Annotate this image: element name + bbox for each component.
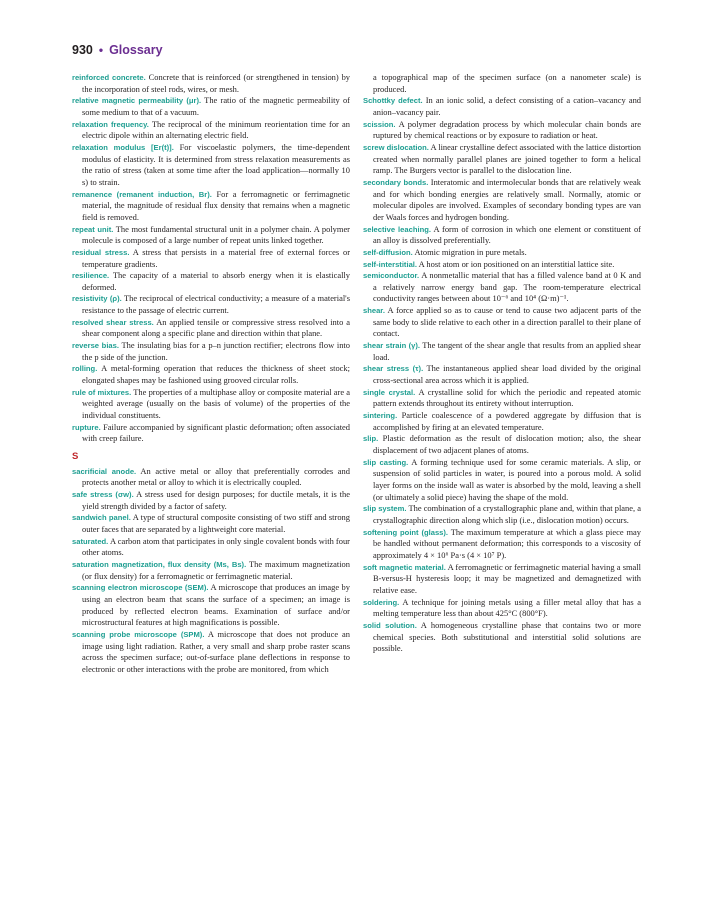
glossary-definition: The combination of a crystallographic plane and, within that plane, a crystallographic direction along which slip (i.e., dislocation motion) occurs.: [373, 503, 641, 525]
glossary-term: relaxation modulus [Er(t)].: [72, 142, 174, 152]
glossary-entry: [72, 422, 350, 445]
glossary-entry: [363, 527, 641, 562]
glossary-definition: Plastic deformation as the result of dislocation motion; also, the shear displacement of two adjacent planes of atoms.: [373, 433, 642, 455]
right-entries: [363, 95, 641, 655]
glossary-definition: A technique for joining metals using a filler metal alloy that has a melting temperature less than about 425°C (800°F).: [373, 596, 641, 619]
glossary-entry: [72, 270, 350, 293]
glossary-term: softening point (glass).: [363, 527, 449, 537]
glossary-term: saturated.: [72, 536, 109, 546]
glossary-term: shear stress (τ).: [363, 364, 424, 374]
glossary-entry: [363, 457, 641, 504]
glossary-term: Schottky defect.: [363, 96, 423, 106]
glossary-entry: [72, 489, 350, 512]
glossary-entry: [72, 293, 350, 316]
glossary-definition: A stress that persists in a material free of external forces or temperature gradients.: [82, 246, 350, 269]
glossary-definition: An active metal or alloy that preferentially corrodes and protects another metal or alloy to which it is electrically coupled.: [82, 465, 350, 488]
right-column: [363, 72, 641, 655]
glossary-entry: [363, 224, 641, 247]
glossary-term: rolling.: [72, 364, 98, 374]
glossary-definition: Concrete that is reinforced (or strengthened in tension) by the incorporation of steel rods, wires, or mesh.: [82, 72, 351, 94]
glossary-entry: [363, 259, 641, 271]
glossary-entry: [72, 189, 350, 224]
glossary-term: self-diffusion.: [363, 247, 413, 257]
glossary-term: soft magnetic material.: [363, 562, 446, 572]
glossary-term: solid solution.: [363, 620, 417, 630]
glossary-term: semiconductor.: [363, 271, 420, 281]
glossary-term: slip.: [363, 434, 379, 444]
glossary-entry: [363, 597, 641, 620]
glossary-entry: [72, 72, 350, 95]
glossary-term: safe stress (σw).: [72, 489, 134, 499]
glossary-definition: The reciprocal of electrical conductivity; a measure of a material's resistance to the passage of electric current.: [82, 293, 350, 316]
glossary-term: scanning electron microscope (SEM).: [72, 583, 209, 593]
glossary-definition: Interatomic and intermolecular bonds that are relatively weak and for which bonding energies are relatively small. Normally, atomic or molecular dipoles are involved. Examples of secondary bonding types are van der Waals forces and hydrogen bonding.: [373, 176, 641, 222]
glossary-entry: [72, 512, 350, 535]
glossary-definition: Failure accompanied by significant plastic deformation; often associated with creep failure.: [82, 421, 351, 444]
glossary-entry: [72, 363, 350, 386]
left-column: [72, 72, 350, 675]
glossary-term: scanning probe microscope (SPM).: [72, 629, 205, 639]
glossary-definition: A carbon atom that participates in only single covalent bonds with four other atoms.: [82, 535, 350, 558]
glossary-term: secondary bonds.: [363, 177, 429, 187]
continued-definition: a topographical map of the specimen surface (on a nanometer scale) is produced.: [373, 72, 641, 94]
glossary-entry: [72, 582, 350, 629]
glossary-term: slip system.: [363, 504, 407, 514]
glossary-entry: [363, 305, 641, 340]
glossary-definition: A host atom or ion positioned on an interstitial lattice site.: [418, 258, 615, 269]
glossary-term: resolved shear stress.: [72, 317, 154, 327]
page-header: [72, 41, 163, 59]
glossary-term: shear.: [363, 306, 385, 316]
separator-dot: •: [98, 43, 104, 57]
glossary-entry: [72, 466, 350, 489]
glossary-entry: [363, 270, 641, 305]
glossary-definition: The reciprocal of the minimum reorientation time for an electric dipole within an alternating electric field.: [82, 118, 350, 141]
glossary-definition: A type of structural composite consisting of two stiff and strong outer faces that are separated by a lightweight core material.: [82, 512, 350, 534]
glossary-entry: [72, 536, 350, 559]
glossary-entry: [363, 410, 641, 433]
glossary-term: saturation magnetization, flux density (Ms, Bs).: [72, 559, 247, 569]
glossary-term: rule of mixtures.: [72, 387, 132, 397]
glossary-term: remanence (remanent induction, Br).: [72, 189, 212, 199]
glossary-entry: [72, 629, 350, 676]
glossary-entry: [72, 95, 350, 118]
glossary-term: residual stress.: [72, 247, 130, 257]
glossary-definition: A form of corrosion in which one element or constituent of an alloy is dissolved preferentially.: [373, 223, 641, 246]
glossary-definition: A homogeneous crystalline phase that contains two or more chemical species. Both substitutional and interstitial solid solutions are possible.: [373, 619, 641, 654]
glossary-term: selective leaching.: [363, 224, 431, 234]
glossary-definition: The tangent of the shear angle that results from an applied shear load.: [373, 340, 641, 362]
glossary-definition: The insulating bias for a p–n junction rectifier; electrons flow into the p side of the junction.: [82, 340, 350, 362]
glossary-definition: The most fundamental structural unit in a polymer chain. A polymer molecule is composed of a large number of repeat units linked together.: [82, 223, 350, 246]
glossary-entry: [72, 247, 350, 270]
glossary-entry: [363, 363, 641, 386]
glossary-definition: A force applied so as to cause or tend to cause two adjacent parts of the same body to slide relative to each other in a direction parallel to their plane of contact.: [373, 305, 641, 339]
glossary-term: sintering.: [363, 411, 398, 421]
page-number: 930: [72, 43, 93, 57]
glossary-definition: A nonmetallic material that has a filled valence band at 0 K and a relatively narrow energy band gap. The room-temperature electrical conductivity ranges between about 10⁻⁶ and 10⁴ (Ω·m)⁻¹.: [373, 270, 641, 304]
glossary-entry: [72, 224, 350, 247]
section-title: Glossary: [109, 43, 163, 57]
glossary-definition: A stress used for design purposes; for ductile metals, it is the yield strength divided by a factor of safety.: [82, 488, 350, 511]
glossary-term: sacrificial anode.: [72, 466, 137, 476]
glossary-definition: The capacity of a material to absorb energy when it is elastically deformed.: [82, 270, 350, 292]
glossary-definition: In an ionic solid, a defect consisting of a cation–vacancy and anion–vacancy pair.: [373, 95, 642, 117]
glossary-entry: [72, 142, 350, 189]
letter-heading-s: S: [72, 451, 79, 462]
glossary-definition: The properties of a multiphase alloy or composite material are a weighted average (usually on the basis of volume) of the properties of the individual constituents.: [82, 386, 350, 421]
glossary-term: resilience.: [72, 271, 110, 281]
glossary-definition: For a ferromagnetic or ferrimagnetic material, the magnitude of residual flux density that remains when a magnetic field is removed.: [82, 188, 351, 222]
glossary-entry: [363, 503, 641, 526]
glossary-definition: The maximum temperature at which a glass piece may be handled without permanent deformation; this corresponds to a viscosity of approximately 4 × 10⁶ Pa·s (4 × 10⁷ P).: [373, 526, 641, 560]
glossary-term: repeat unit.: [72, 224, 114, 234]
glossary-term: soldering.: [363, 597, 400, 607]
glossary-term: slip casting.: [363, 457, 409, 467]
glossary-definition: A crystalline solid for which the periodic and repeated atomic pattern extends throughout its entirety without interruption.: [373, 386, 641, 409]
glossary-entry: [363, 620, 641, 655]
glossary-entry: [72, 317, 350, 340]
glossary-entry: [363, 433, 641, 456]
glossary-definition: A metal-forming operation that reduces the thickness of sheet stock; elongated shapes may be fashioned using grooved circular rolls.: [82, 363, 350, 386]
glossary-term: relative magnetic permeability (μr).: [72, 96, 202, 106]
glossary-term: shear strain (γ).: [363, 341, 421, 351]
glossary-entry: [72, 119, 350, 142]
glossary-entry: [72, 387, 350, 422]
glossary-entry: [363, 387, 641, 410]
glossary-entry: [72, 559, 350, 582]
glossary-definition: A microscope that does not produce an image using light radiation. Rather, a very small and sharp probe raster scans across the specimen surface; out-of-surface plane deflections in response to electronic or other interactions with the probe are monitored, from which: [82, 628, 351, 674]
glossary-term: relaxation frequency.: [72, 119, 149, 129]
glossary-definition: Particle coalescence of a powdered aggregate by diffusion that is accomplished by firing at an elevated temperature.: [373, 410, 641, 432]
glossary-entry: [363, 95, 641, 118]
glossary-term: scission.: [363, 119, 396, 129]
glossary-entry: [363, 562, 641, 597]
glossary-definition: An applied tensile or compressive stress resolved into a shear component along a specific plane and direction within that plane.: [82, 316, 350, 339]
glossary-term: reinforced concrete.: [72, 73, 146, 82]
glossary-definition: A linear crystalline defect associated with the lattice distortion created when normally parallel planes are joined together to form a helical ramp. The Burgers vector is parallel to the dislocation line.: [373, 141, 641, 176]
glossary-definition: A forming technique used for some ceramic materials. A slip, or suspension of solid particles in water, is poured into a porous mold. A solid layer forms on the inside wall as water is absorbed by the mold, leaving a shell (or ultimately a solid piece) having the shape of the mold.: [373, 456, 641, 502]
glossary-term: self-interstitial.: [363, 259, 418, 269]
glossary-term: reverse bias.: [72, 341, 119, 351]
glossary-definition: Atomic migration in pure metals.: [414, 246, 527, 257]
glossary-term: single crystal.: [363, 387, 416, 397]
left-s-entries: [72, 466, 350, 676]
glossary-entry: [363, 142, 641, 177]
glossary-definition: A ferromagnetic or ferrimagnetic material having a small B-versus-H hysteresis loop; it may be magnetized and demagnetized with relative ease.: [373, 561, 641, 595]
glossary-entry: [363, 177, 641, 224]
glossary-entry: [363, 340, 641, 363]
glossary-entry: [363, 119, 641, 142]
glossary-term: screw dislocation.: [363, 142, 429, 152]
glossary-definition: A polymer degradation process by which molecular chain bonds are ruptured by chemical reactions or by exposure to radiation or heat.: [373, 118, 641, 141]
glossary-term: sandwich panel.: [72, 513, 131, 523]
glossary-definition: A microscope that produces an image by using an electron beam that scans the surface of a specimen; an image is produced by reflected electron beams. Examination of surface and/or microstructural features at high magnifications is possible.: [82, 582, 350, 628]
glossary-term: rupture.: [72, 422, 101, 432]
glossary-entry: [72, 340, 350, 363]
left-entries: [72, 72, 350, 445]
glossary-term: resistivity (ρ).: [72, 294, 122, 304]
glossary-definition: For viscoelastic polymers, the time-dependent modulus of elasticity. It is determined from stress relaxation measurements as the ratio of stress (taken at some time after the load application—normally 10 s) to strain.: [82, 141, 350, 187]
glossary-entry: [363, 247, 641, 259]
glossary-definition: The maximum magnetization (or flux density) for a ferromagnetic or ferrimagnetic material.: [82, 558, 350, 581]
glossary-definition: The instantaneous applied shear load divided by the original cross-sectional area across which it is applied.: [373, 363, 641, 386]
glossary-definition: The ratio of the magnetic permeability of some medium to that of a vacuum.: [82, 95, 350, 117]
